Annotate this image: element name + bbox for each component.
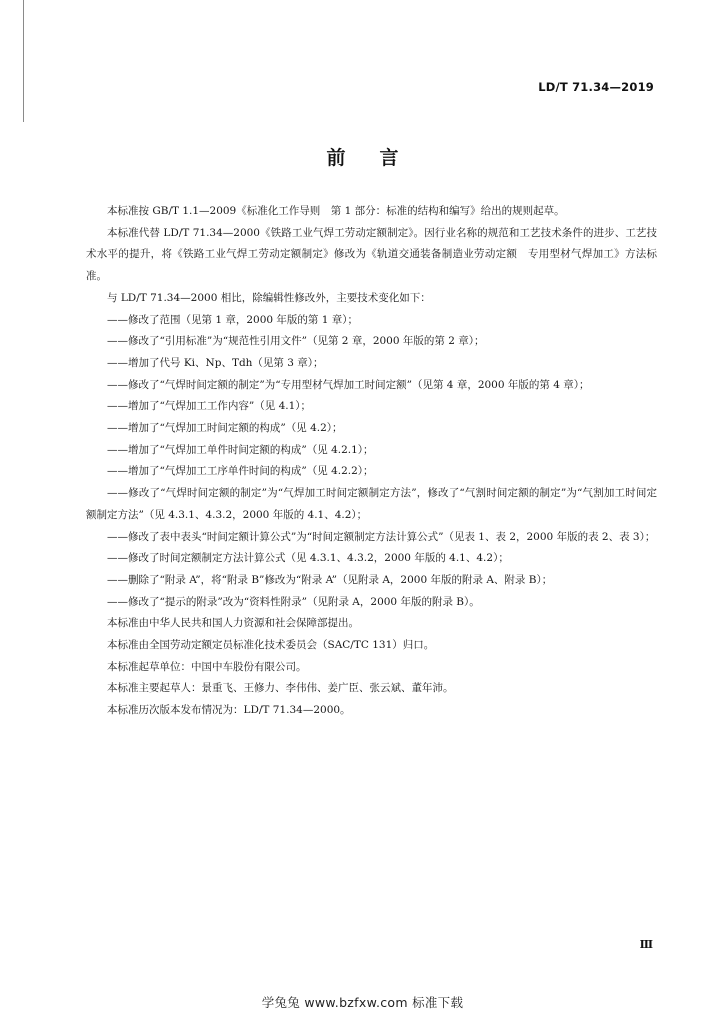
list-item: ——增加了“气焊加工单件时间定额的构成”（见 4.2.1）； — [107, 443, 374, 456]
left-margin-line — [23, 0, 24, 122]
intro-replacement: 本标准代替 LD/T 71.34—2000《铁路工业气焊工劳动定额制定》。因行业名称的规范和工艺技术条件的进步、工艺技术水平的提升，将《铁路工业气焊工劳动定额制定》修改为《轨道交通装备制造业劳动定额 专用型材气焊加工》方法标准。 — [86, 226, 657, 283]
list-item: ——修改了表中表头“时间定额计算公式”为“时间定额制定方法计算公式”（见表 1、表 2，2000 年版的表 2、表 3）； — [107, 530, 656, 543]
list-item: ——修改了范围（见第 1 章，2000 年版的第 1 章）； — [107, 313, 359, 326]
document-code: LD/T 71.34—2019 — [538, 80, 654, 94]
version-history: 本标准历次版本发布情况为：LD/T 71.34—2000。 — [107, 704, 351, 717]
main-drafters: 本标准主要起草人：景重飞、王修力、李伟伟、姜广臣、张云斌、董年沛。 — [107, 682, 454, 695]
technical-changes-list — [86, 310, 657, 614]
list-item: ——修改了“气焊时间定额的制定”为“专用型材气焊加工时间定额”（见第 4 章，2000 年版的第 4 章）； — [107, 378, 590, 391]
proposed-by: 本标准由中华人民共和国人力资源和社会保障部提出。 — [107, 617, 359, 630]
list-item: ——增加了“气焊加工时间定额的构成”（见 4.2）； — [107, 422, 343, 435]
centralized-by: 本标准由全国劳动定额定员标准化技术委员会（SAC/TC 131）归口。 — [107, 639, 435, 652]
drafting-unit: 本标准起草单位：中国中车股份有限公司。 — [107, 660, 307, 673]
list-item: ——删除了“附录 A”，将“附录 B”修改为“附录 A”（见附录 A，2000 年版的附录 A、附录 B）； — [107, 573, 553, 586]
list-item: ——增加了“气焊加工工作内容”（见 4.1）； — [107, 400, 312, 413]
intro-changes-lead: 与 LD/T 71.34—2000 相比，除编辑性修改外，主要技术变化如下： — [107, 291, 431, 304]
intro-drafting-rule: 本标准按 GB/T 1.1—2009《标准化工作导则 第 1 部分：标准的结构和编写》给出的规则起草。 — [107, 205, 565, 217]
list-item: ——修改了“引用标准”为“规范性引用文件”（见第 2 章，2000 年版的第 2 章）； — [107, 335, 485, 348]
list-item: ——修改了“气焊时间定额的制定”为“气焊加工时间定额制定方法”，修改了“气割时间定额的制定”为“气割加工时间定额制定方法”（见 4.3.1、4.3.2，2000 年版的 4.1、4.2）； — [86, 487, 657, 521]
list-item: ——修改了时间定额制定方法计算公式（见 4.3.1、4.3.2，2000 年版的 4.1、4.2）； — [107, 552, 509, 565]
list-item: ——修改了“提示的附录”改为“资料性附录”（见附录 A，2000 年版的附录 B）。 — [107, 595, 480, 608]
list-item: ——增加了“气焊加工工序单件时间的构成”（见 4.2.2）； — [107, 465, 374, 478]
site-watermark[interactable]: 学兔兔 www.bzfxw.com 标准下载 — [261, 995, 464, 1010]
page-number: Ⅲ — [639, 938, 653, 951]
list-item: ——增加了代号 Ki、Np、Tdh（见第 3 章）； — [107, 356, 324, 369]
page-title: 前言 — [326, 147, 433, 169]
foreword-body — [86, 201, 657, 722]
